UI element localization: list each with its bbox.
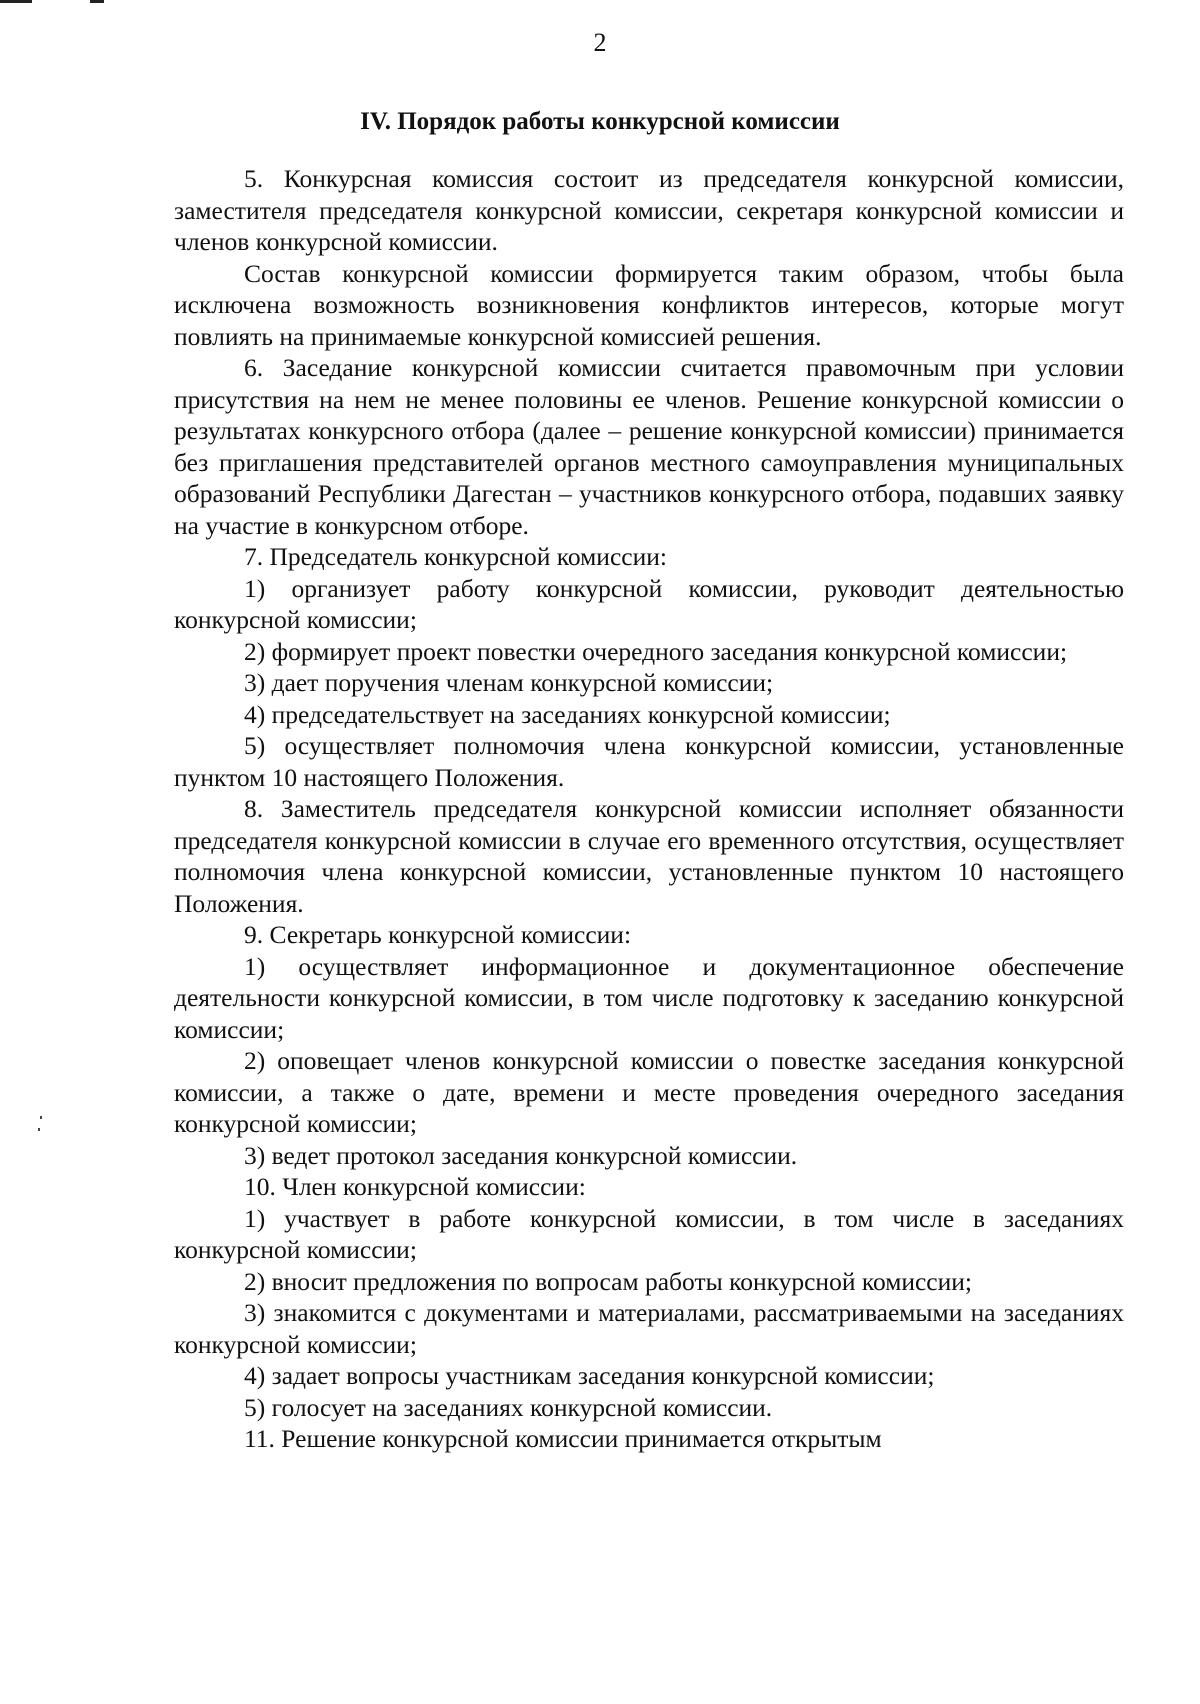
page-number: 2 — [593, 28, 607, 57]
paragraph: 1) участвует в работе конкурсной комиссии, в том числе в заседаниях конкурсной комиссии; — [174, 1203, 1124, 1264]
scan-edge-mark — [90, 0, 104, 3]
paragraph: 5) голосует на заседаниях конкурсной комиссии. — [244, 1392, 773, 1422]
paragraph: 1) организует работу конкурсной комиссии, руководит деятельностью конкурсной комиссии; — [174, 573, 1124, 634]
paragraph: 2) оповещает членов конкурсной комиссии о повестке заседания конкурсной комиссии, а также о дате, времени и месте проведения очередного заседания конкурсной комиссии; — [174, 1046, 1124, 1138]
paragraph: 7. Председатель конкурсной комиссии: — [244, 542, 667, 571]
paragraph: 6. Заседание конкурсной комиссии считается правомочным при условии присутствия на нем не менее половины ее членов. Решение конкурсной комиссии о результатах конкурсного отбора (далее – решение конкурсной комиссии) принимается без приглашения представителей органов местного самоуправления муниципальных образований Республики Дагестан – участников конкурсного отбора, подавших заявку на участие в конкурсном отборе. — [174, 353, 1124, 540]
paragraph: 3) ведет протокол заседания конкурсной комиссии. — [244, 1140, 798, 1170]
paragraph: 4) задает вопросы участникам заседания конкурсной комиссии; — [244, 1361, 935, 1390]
paragraph: 1) осуществляет информационное и документационное обеспечение деятельности конкурсной комиссии, в том числе подготовку к заседанию конкурсной комиссии; — [174, 951, 1124, 1044]
paragraph: 10. Член конкурсной комиссии: — [244, 1172, 586, 1201]
scan-speck — [40, 1116, 42, 1119]
paragraph: 8. Заместитель председателя конкурсной комиссии исполняет обязанности председателя конкурсной комиссии в случае его временного отсутствия, осуществляет полномочия члена конкурсной комиссии, установленные пунктом 10 настоящего Положения. — [174, 794, 1124, 918]
paragraph: 2) вносит предложения по вопросам работы конкурсной комиссии; — [244, 1266, 973, 1296]
paragraph: 3) дает поручения членам конкурсной комиссии; — [244, 668, 774, 697]
paragraph: Состав конкурсной комиссии формируется таким образом, чтобы была исключена возможность возникновения конфликтов интересов, которые могут повлиять на принимаемые конкурсной комиссией решения. — [174, 258, 1124, 351]
paragraph: 9. Секретарь конкурсной комиссии: — [244, 920, 632, 949]
paragraph: 4) председательствует на заседаниях конкурсной комиссии; — [244, 699, 891, 729]
scan-speck — [38, 1128, 40, 1131]
document-body — [174, 163, 1124, 1455]
section-heading: IV. Порядок работы конкурсной комиссии — [360, 108, 840, 135]
paragraph: 3) знакомится с документами и материалами, рассматриваемыми на заседаниях конкурсной комиссии; — [174, 1298, 1124, 1359]
scan-edge-mark — [0, 0, 32, 3]
paragraph: 2) формирует проект повестки очередного заседания конкурсной комиссии; — [244, 636, 1068, 666]
paragraph: 5) осуществляет полномочия члена конкурсной комиссии, установленные пунктом 10 настоящего Положения. — [174, 731, 1124, 792]
paragraph: 5. Конкурсная комиссия состоит из председателя конкурсной комиссии, заместителя председателя конкурсной комиссии, секретаря конкурсной комиссии и членов конкурсной комиссии. — [174, 164, 1124, 256]
paragraph: 11. Решение конкурсной комиссии принимается открытым — [244, 1424, 882, 1453]
